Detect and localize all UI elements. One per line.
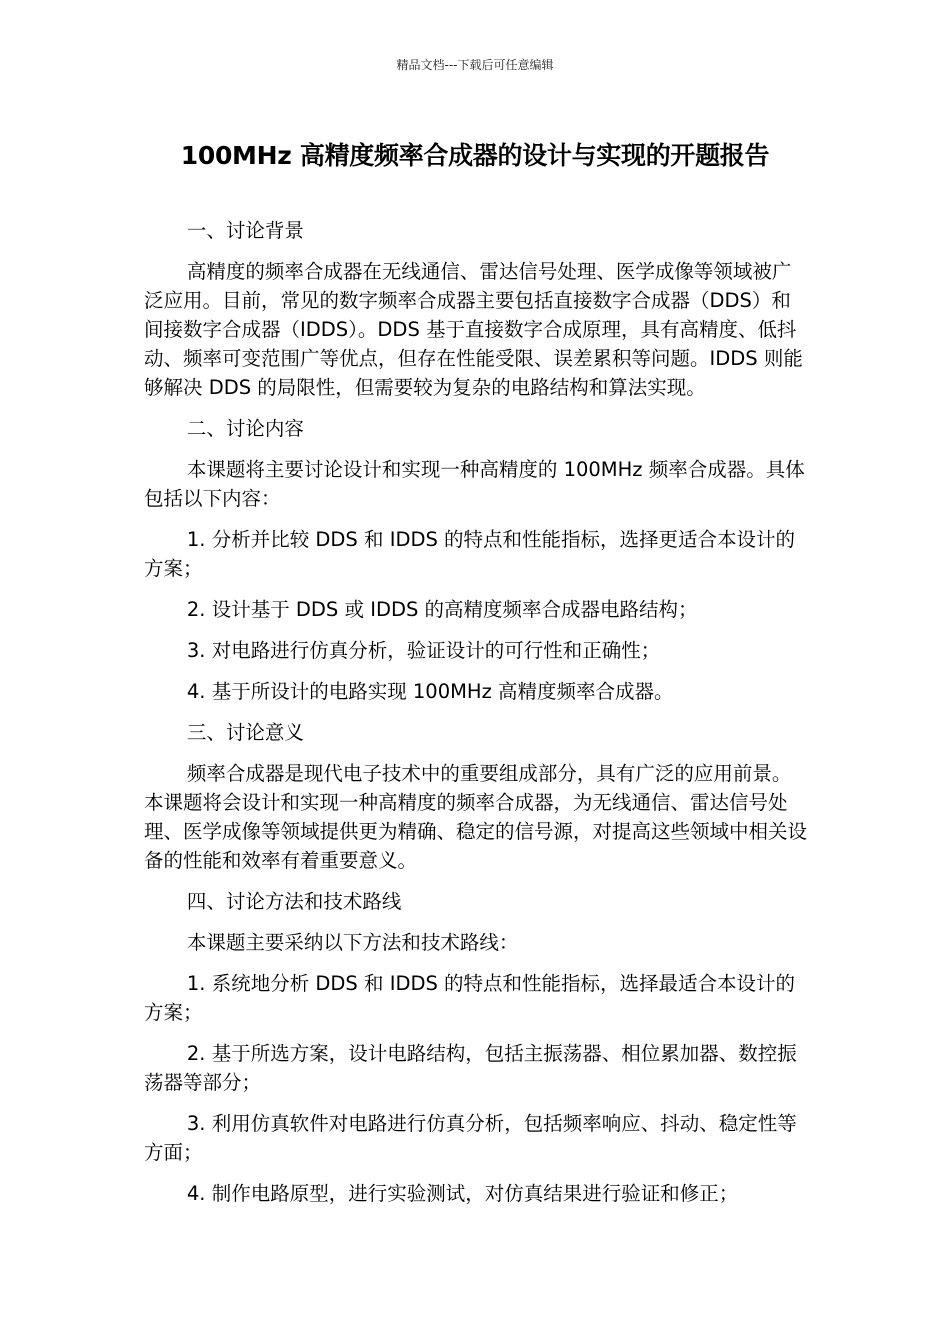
section-heading-methods: 四、讨论方法和技术路线: [186, 890, 402, 913]
list-item-methods-1: 1. 系统地分析 DDS 和 IDDS 的特点和性能指标，选择最适合本设计的方案；: [144, 972, 796, 1024]
section-heading-background: 一、讨论背景: [186, 219, 304, 242]
document-title: 100MHz 高精度频率合成器的设计与实现的开题报告: [180, 141, 770, 170]
list-item-methods-3: 3. 利用仿真软件对电路进行仿真分析，包括频率响应、抖动、稳定性等方面；: [144, 1112, 797, 1164]
list-item-content-4: 4. 基于所设计的电路实现 100MHz 高精度频率合成器。: [186, 680, 674, 703]
paragraph-methods-intro: 本课题主要采纳以下方法和技术路线：: [186, 931, 519, 954]
document-body: [144, 216, 810, 1220]
list-item-content-2: 2. 设计基于 DDS 或 IDDS 的高精度频率合成器电路结构；: [186, 598, 698, 621]
section-heading-significance: 三、讨论意义: [186, 721, 304, 744]
list-item-content-3: 3. 对电路进行仿真分析，验证设计的可行性和正确性；: [186, 639, 661, 662]
paragraph-background: 高精度的频率合成器在无线通信、雷达信号处理、医学成像等领域被广泛应用。目前，常见的数字频率合成器主要包括直接数字合成器（DDS）和间接数字合成器（IDDS）。DDS 基于直接数字合成原理，具有高精度、低抖动、频率可变范围广等优点，但存在性能受限、误差累积等问题。IDDS 则能够解决 DDS 的局限性，但需要较为复杂的电路结构和算法实现。: [144, 260, 803, 399]
header-note: 精品文档---下载后可任意编辑: [396, 58, 554, 72]
paragraph-content-intro: 本课题将主要讨论设计和实现一种高精度的 100MHz 频率合成器。具体包括以下内容：: [144, 458, 805, 510]
list-item-methods-2: 2. 基于所选方案，设计电路结构，包括主振荡器、相位累加器、数控振荡器等部分；: [144, 1042, 797, 1094]
section-heading-content: 二、讨论内容: [186, 417, 304, 440]
list-item-content-1: 1. 分析并比较 DDS 和 IDDS 的特点和性能指标，选择更适合本设计的方案；: [144, 528, 796, 580]
list-item-methods-4: 4. 制作电路原型，进行实验测试，对仿真结果进行验证和修正；: [186, 1182, 739, 1205]
paragraph-significance: 频率合成器是现代电子技术中的重要组成部分，具有广泛的应用前景。本课题将会设计和实现一种高精度的频率合成器，为无线通信、雷达信号处理、医学成像等领域提供更为精确、稳定的信号源，对提高这些领域中相关设备的性能和效率有着重要意义。: [144, 762, 808, 872]
